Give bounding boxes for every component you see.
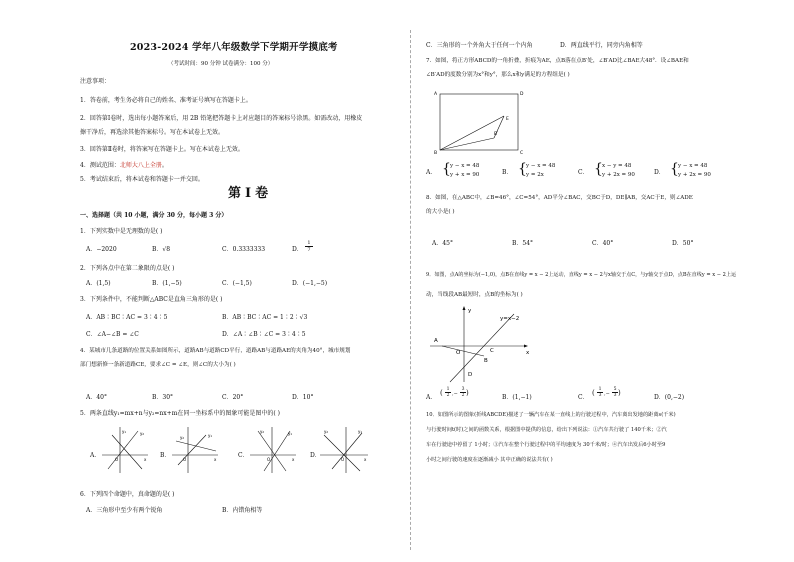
q1-option-d (292, 246, 303, 253)
q7-b-eq1: y − x = 48 (526, 163, 556, 169)
q7-stem-2: ∠B′AD的度数分别为x°和y°，那么x和y满足的方程组是( ) (426, 72, 570, 78)
right-column (420, 0, 760, 562)
q7-option-c: C． (578, 169, 589, 176)
q5-option-c: C． (238, 452, 249, 459)
q9-a-den1: 2 (446, 393, 450, 398)
q9-option-d: D．(0,−2) (654, 394, 685, 401)
q9-line-label: y=x−2 (500, 316, 520, 322)
notice-item-1: 1．答卷前，考生务必将自己的姓名、准考证号填写在答题卡上。 (80, 97, 252, 104)
q5-graph-b (172, 425, 220, 475)
svg-text:O: O (115, 457, 119, 462)
q9-coordinate-graph (428, 304, 532, 384)
q3-option-b: B．AB∶BC∶AC = 1∶2∶√3 (222, 314, 308, 321)
q4-option-c: C．20° (222, 394, 244, 401)
svg-text:x: x (144, 457, 147, 462)
q7-c-eq1: x − y = 48 (602, 163, 632, 169)
q6-stem: 6．下列四个命题中，真命题的是( ) (80, 491, 175, 498)
q7-brace-b: { (518, 161, 527, 177)
q8-option-a: A．45° (432, 240, 453, 247)
q1-stem: 1．下列实数中是无理数的是( ) (80, 228, 163, 235)
q8-option-c: C．40° (592, 240, 614, 247)
section-heading: 一、选择题（共 10 小题，满分 30 分，每小题 3 分） (80, 212, 228, 219)
q10-line-4: 小时之间行驶的速度在逐渐减小 其中正确的说法共有( ) (426, 457, 553, 463)
q1-option-b (152, 246, 170, 253)
q9-label-c: C (490, 348, 494, 354)
q9-a-den2: 2 (461, 393, 465, 398)
q2-option-d: D．(−1,−5) (292, 280, 328, 287)
q7-label-e: E (506, 117, 509, 122)
q7-label-a: A (434, 92, 438, 97)
q7-c-eq2: y + 2x = 90 (602, 172, 635, 178)
q9-stem-1: 9．如图，点A的坐标为(−1,0)，点B在直线y = x − 2上运动，直线y = x − 2与x轴交于点C，与y轴交于点D，点B在直线y = x − 2上运 (426, 272, 737, 278)
svg-text:y₁: y₁ (208, 433, 212, 438)
q1-option-b-math: √8 (162, 246, 171, 253)
q9-a-num1: 1 (446, 387, 450, 392)
q8-option-d: D．50° (672, 240, 694, 247)
q9-option-c: C． (578, 394, 589, 401)
q8-stem-2: 的大小是( ) (426, 209, 455, 215)
q9-c-num2: 5 (613, 387, 617, 392)
notice-item-4-label: 4．测试范围： (80, 162, 120, 169)
q5-graph-c (250, 425, 298, 475)
svg-text:y₁: y₁ (358, 429, 362, 434)
q1-frac-den: 7 (307, 247, 311, 253)
q7-square-figure (434, 88, 534, 154)
q5-option-d: D． (310, 452, 321, 459)
q9-label-b: B (484, 358, 488, 364)
q3-option-c: C．∠A−∠B = ∠C (86, 331, 139, 338)
q6-option-b: B．内错角相等 (222, 507, 263, 514)
svg-text:O: O (341, 457, 345, 462)
q1-option-c: C．0.3333333 (222, 246, 266, 253)
q10-line-2: 与行驶时间t(时)之间的函数关系，根据图中提供的信息，给出下列说法：①汽车共行驶了 140千米；②汽 (426, 427, 667, 433)
q5-stem: 5．两条直线y₁=mx+n与y₂=nx+m在同一坐标系中的图象可能是图中的( ) (80, 410, 280, 417)
q9-label-x: x (526, 350, 530, 356)
q5-option-b: B． (160, 452, 171, 459)
svg-text:y₂: y₂ (140, 431, 144, 436)
q9-c-paren-close: ) (618, 389, 621, 397)
notice-item-2-cont: 擦干净后，再选涂其他答案标号。写在本试卷上无效。 (80, 129, 225, 136)
svg-text:x: x (292, 457, 295, 462)
q9-c-den2: 3 (613, 393, 617, 398)
svg-text:x: x (364, 457, 367, 462)
q9-c-paren-open: ( (592, 389, 595, 397)
q9-a-paren-open: ( (440, 389, 443, 397)
svg-text:y₁: y₁ (288, 431, 292, 436)
q2-option-b: B．(1,−5) (152, 280, 182, 287)
notice-item-2: 2．回答第Ⅰ卷时，选出每小题答案后，用 2B 铅笔把答题卡上对应题目的答案标号涂黑。如需改动，用橡皮 (80, 115, 363, 122)
q6-option-a: A．三角形中至少有两个锐角 (86, 507, 163, 514)
q7-brace-a: { (442, 161, 451, 177)
q9-stem-2: 动，当线段AB最短时，点B的坐标为( ) (426, 292, 523, 298)
q5-graph-a (102, 425, 150, 475)
svg-text:y₁: y₁ (122, 429, 126, 434)
q4-option-b: B．30° (152, 394, 174, 401)
q5-graph-d (320, 425, 370, 475)
q4-stem-2: 部门想新修一条新道路CE，要求∠C = ∠E，则∠C的大小为( ) (80, 362, 236, 368)
q2-option-c: C．(−1,5) (222, 280, 252, 287)
q7-label-b: B (434, 151, 438, 154)
q9-option-b: B．(1,−1) (502, 394, 532, 401)
notice-item-4 (80, 162, 168, 169)
q9-option-a: A． (426, 394, 437, 401)
q7-option-b: B． (502, 169, 513, 176)
svg-text:O: O (183, 457, 187, 462)
q1-option-d-label: D． (292, 246, 303, 253)
svg-text:O: O (267, 457, 271, 462)
q9-a-paren-close: ) (466, 389, 469, 397)
q8-stem-1: 8．如图，在△ABC中，∠B=46°，∠C=54°，AD平分∠BAC，交BC于D，DE∥AB，交AC于E，则∠ADE (426, 195, 693, 201)
q3-option-a: A．AB∶BC∶AC = 3∶4∶5 (86, 314, 168, 321)
q10-line-1: 10．如图所示的图象(折线ABCDE)描述了一辆汽车在某一直线上的行驶过程中，汽车离出发地的距离s(千米) (426, 412, 676, 418)
q7-brace-d: { (670, 161, 679, 177)
q1-option-b-label: B． (152, 246, 163, 253)
q9-label-a: A (434, 338, 438, 344)
q1-option-a: A．−2020 (86, 246, 117, 253)
q1-frac-num: 1 (305, 240, 313, 247)
q7-label-b-prime: B′ (494, 132, 499, 137)
exam-title: 2023-2024 学年八年级数学下学期开学摸底考 (130, 42, 338, 53)
q3-option-d: D．∠A∶∠B∶∠C = 3∶4∶5 (222, 331, 306, 338)
q7-a-eq1: y − x = 48 (450, 163, 480, 169)
test-scope: 北师大八上全册 (119, 162, 162, 169)
q7-a-eq2: y + x = 90 (450, 172, 480, 178)
q9-c-num1: 1 (598, 387, 602, 392)
svg-text:x: x (214, 457, 217, 462)
q5-option-a: A． (90, 452, 101, 459)
q7-brace-c: { (594, 161, 603, 177)
q3-stem: 3．下列条件中，不能判断△ABC是直角三角形的是( ) (80, 296, 223, 303)
q9-c-comma: ,− (604, 391, 610, 397)
q4-option-a: A．40° (86, 394, 107, 401)
notice-heading: 注意事项： (80, 78, 111, 85)
q7-stem-1: 7．如图，将正方形ABCD的一角折叠，折痕为AE，点B落在点B′处，∠B′AD比∠BAE大48°．设∠BAE和 (426, 58, 689, 64)
q7-label-c: C (520, 151, 524, 154)
q9-label-o: O (456, 350, 461, 356)
q2-stem: 2．下列各点中在第二象限的点是( ) (80, 265, 175, 272)
q9-label-y: y (468, 308, 472, 314)
q7-option-a: A． (426, 169, 437, 176)
notice-item-4-end: 。 (161, 162, 168, 169)
q7-d-eq1: y − x = 48 (678, 163, 708, 169)
q6-option-d: D．两直线平行，同旁内角相等 (560, 42, 643, 49)
q9-a-num2: 3 (461, 387, 465, 392)
exam-info: （考试时间：90 分钟 试卷满分：100 分） (168, 61, 274, 67)
q2-option-a: A．(1,5) (86, 280, 111, 287)
q4-stem-1: 4．某城市几条道路的位置关系如图所示，道路AB与道路CD平行，道路AB与道路AE的夹角为40°，城市规划 (80, 348, 351, 354)
q9-label-d: D (468, 372, 473, 378)
left-column (80, 0, 400, 562)
column-divider (410, 30, 411, 550)
notice-item-5: 5．考试结束后，将本试卷和答题卡一并交回。 (80, 176, 204, 183)
q7-label-d: D (520, 92, 524, 97)
svg-text:y₂: y₂ (260, 429, 264, 434)
part1-heading: 第Ⅰ卷 (228, 186, 273, 201)
q9-c-den1: 3 (598, 393, 602, 398)
q7-b-eq2: y = 2x (526, 172, 544, 178)
q6-option-c: C．三角形的一个外角大于任何一个内角 (426, 42, 533, 49)
q7-d-eq2: y + 2x = 90 (678, 172, 711, 178)
q10-line-3: 车在行驶途中停留了 1小时；③汽车在整个行驶过程中的平均速度为 30千米/时；④汽车出发后6小时至9 (426, 442, 666, 448)
q7-option-d: D． (654, 169, 665, 176)
q9-a-comma: ,− (452, 391, 458, 397)
q4-option-d: D．10° (292, 394, 314, 401)
svg-text:y₂: y₂ (324, 429, 328, 434)
q8-option-b: B．54° (512, 240, 534, 247)
svg-text:y₂: y₂ (180, 435, 184, 440)
notice-item-3: 3．回答第Ⅱ卷时，将答案写在答题卡上。写在本试卷上无效。 (80, 146, 244, 153)
